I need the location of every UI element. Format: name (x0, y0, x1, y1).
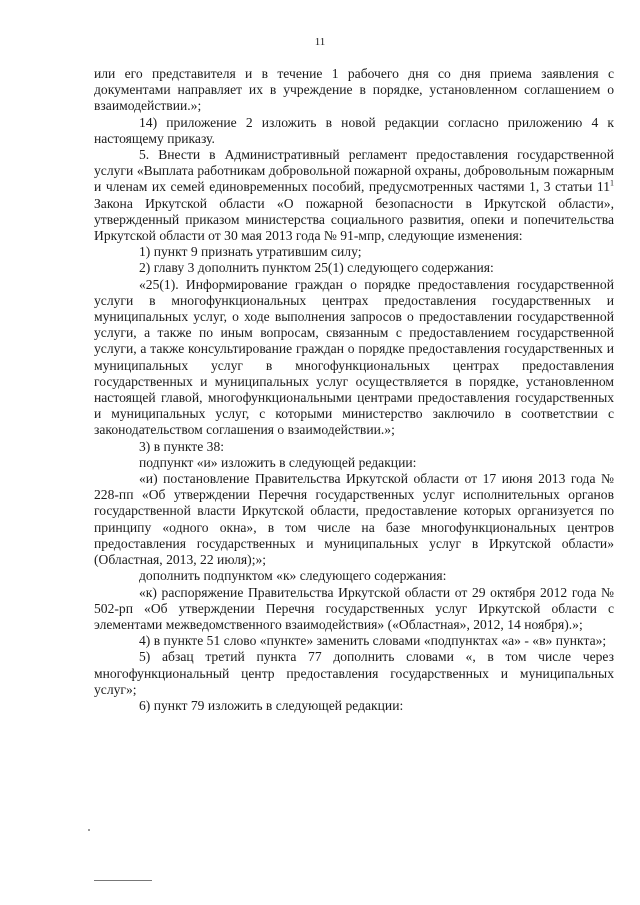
paragraph-subpoint-i: «и) постановление Правительства Иркутской области от 17 июня 2013 года № 228-пп «Об утверждении Перечня государственных услуг исполнительных органов государственной власти Иркутской области, предоставление которых организуется по принципу «одного окна», в том числе на базе многофункциональных центров предоставления государственных и муниципальных услуг в Иркутской области» (Областная, 2013, 22 июля);»; (94, 471, 614, 568)
paragraph-item-14: 14) приложение 2 изложить в новой редакции согласно приложению 4 к настоящему приказу. (94, 114, 614, 146)
page-number: 11 (314, 36, 326, 48)
paragraph-item-5 (94, 147, 614, 244)
document-body (94, 66, 614, 714)
paragraph-subitem-2: 2) главу 3 дополнить пунктом 25(1) следующего содержания: (139, 260, 494, 276)
paragraph-subitem-3: 3) в пункте 38: (139, 438, 225, 454)
paragraph-subpoint-k-intro: дополнить подпунктом «к» следующего содержания: (139, 568, 447, 584)
footer-rule (94, 880, 152, 881)
article-superscript: 1 (610, 178, 614, 188)
paragraph-subpoint-k: «к) распоряжение Правительства Иркутской области от 29 октября 2012 года № 502-рп «Об утверждении Перечня государственных услуг Иркутской области с элементами межведомственного взаимодействия» («Областная», 2012, 14 ноября).»; (94, 584, 614, 632)
paragraph-subitem-6: 6) пункт 79 изложить в следующей редакции: (139, 697, 404, 713)
paragraph-continuation: или его представителя и в течение 1 рабочего дня со дня приема заявления с документами направляет их в учреждение в порядке, установленном соглашением о взаимодействии.»; (94, 66, 614, 114)
paragraph-subitem-1: 1) пункт 9 признать утратившим силу; (139, 244, 362, 260)
margin-mark (88, 829, 90, 831)
paragraph-subpoint-i-intro: подпункт «и» изложить в следующей редакции: (139, 454, 417, 470)
paragraph-item-5-text-b: Закона Иркутской области «О пожарной безопасности в Иркутской области», утвержденный приказом министерства социального развития, опеки и попечительства Иркутской области от 30 мая 2013 года № 91-мпр, следующие изменения: (94, 195, 614, 244)
paragraph-subitem-4: 4) в пункте 51 слово «пункте» заменить словами «подпунктах «а» - «в» пункта»; (139, 633, 607, 649)
paragraph-item-5-text-a: 5. Внести в Административный регламент предоставления государственной услуги «Выплата работникам добровольной пожарной охраны, добровольным пожарным и членам их семей единовременных пособий, предусмотренных частями 1, 3 статьи 11 (94, 147, 614, 195)
paragraph-clause-25-1: «25(1). Информирование граждан о порядке предоставления государственной услуги в многофункциональных центрах предоставления государственных и муниципальных услуг, о ходе выполнения запросов о предоставлении государственной услуги, а также по иным вопросам, связанным с предоставлением государственной услуги, а также консультирование граждан о порядке предоставления государственных и муниципальных услуг в многофункциональных центрах предоставления государственных и муниципальных услуг осуществляется в порядке, установленном настоящей главой, многофункциональными центрами предоставления государственных и муниципальных услуг, с которыми министерство заключило в соответствии с законодательством соглашения о взаимодействии.»; (94, 276, 614, 438)
paragraph-subitem-5: 5) абзац третий пункта 77 дополнить словами «, в том числе через многофункциональный центр предоставления государственных и муниципальных услуг»; (94, 649, 614, 697)
